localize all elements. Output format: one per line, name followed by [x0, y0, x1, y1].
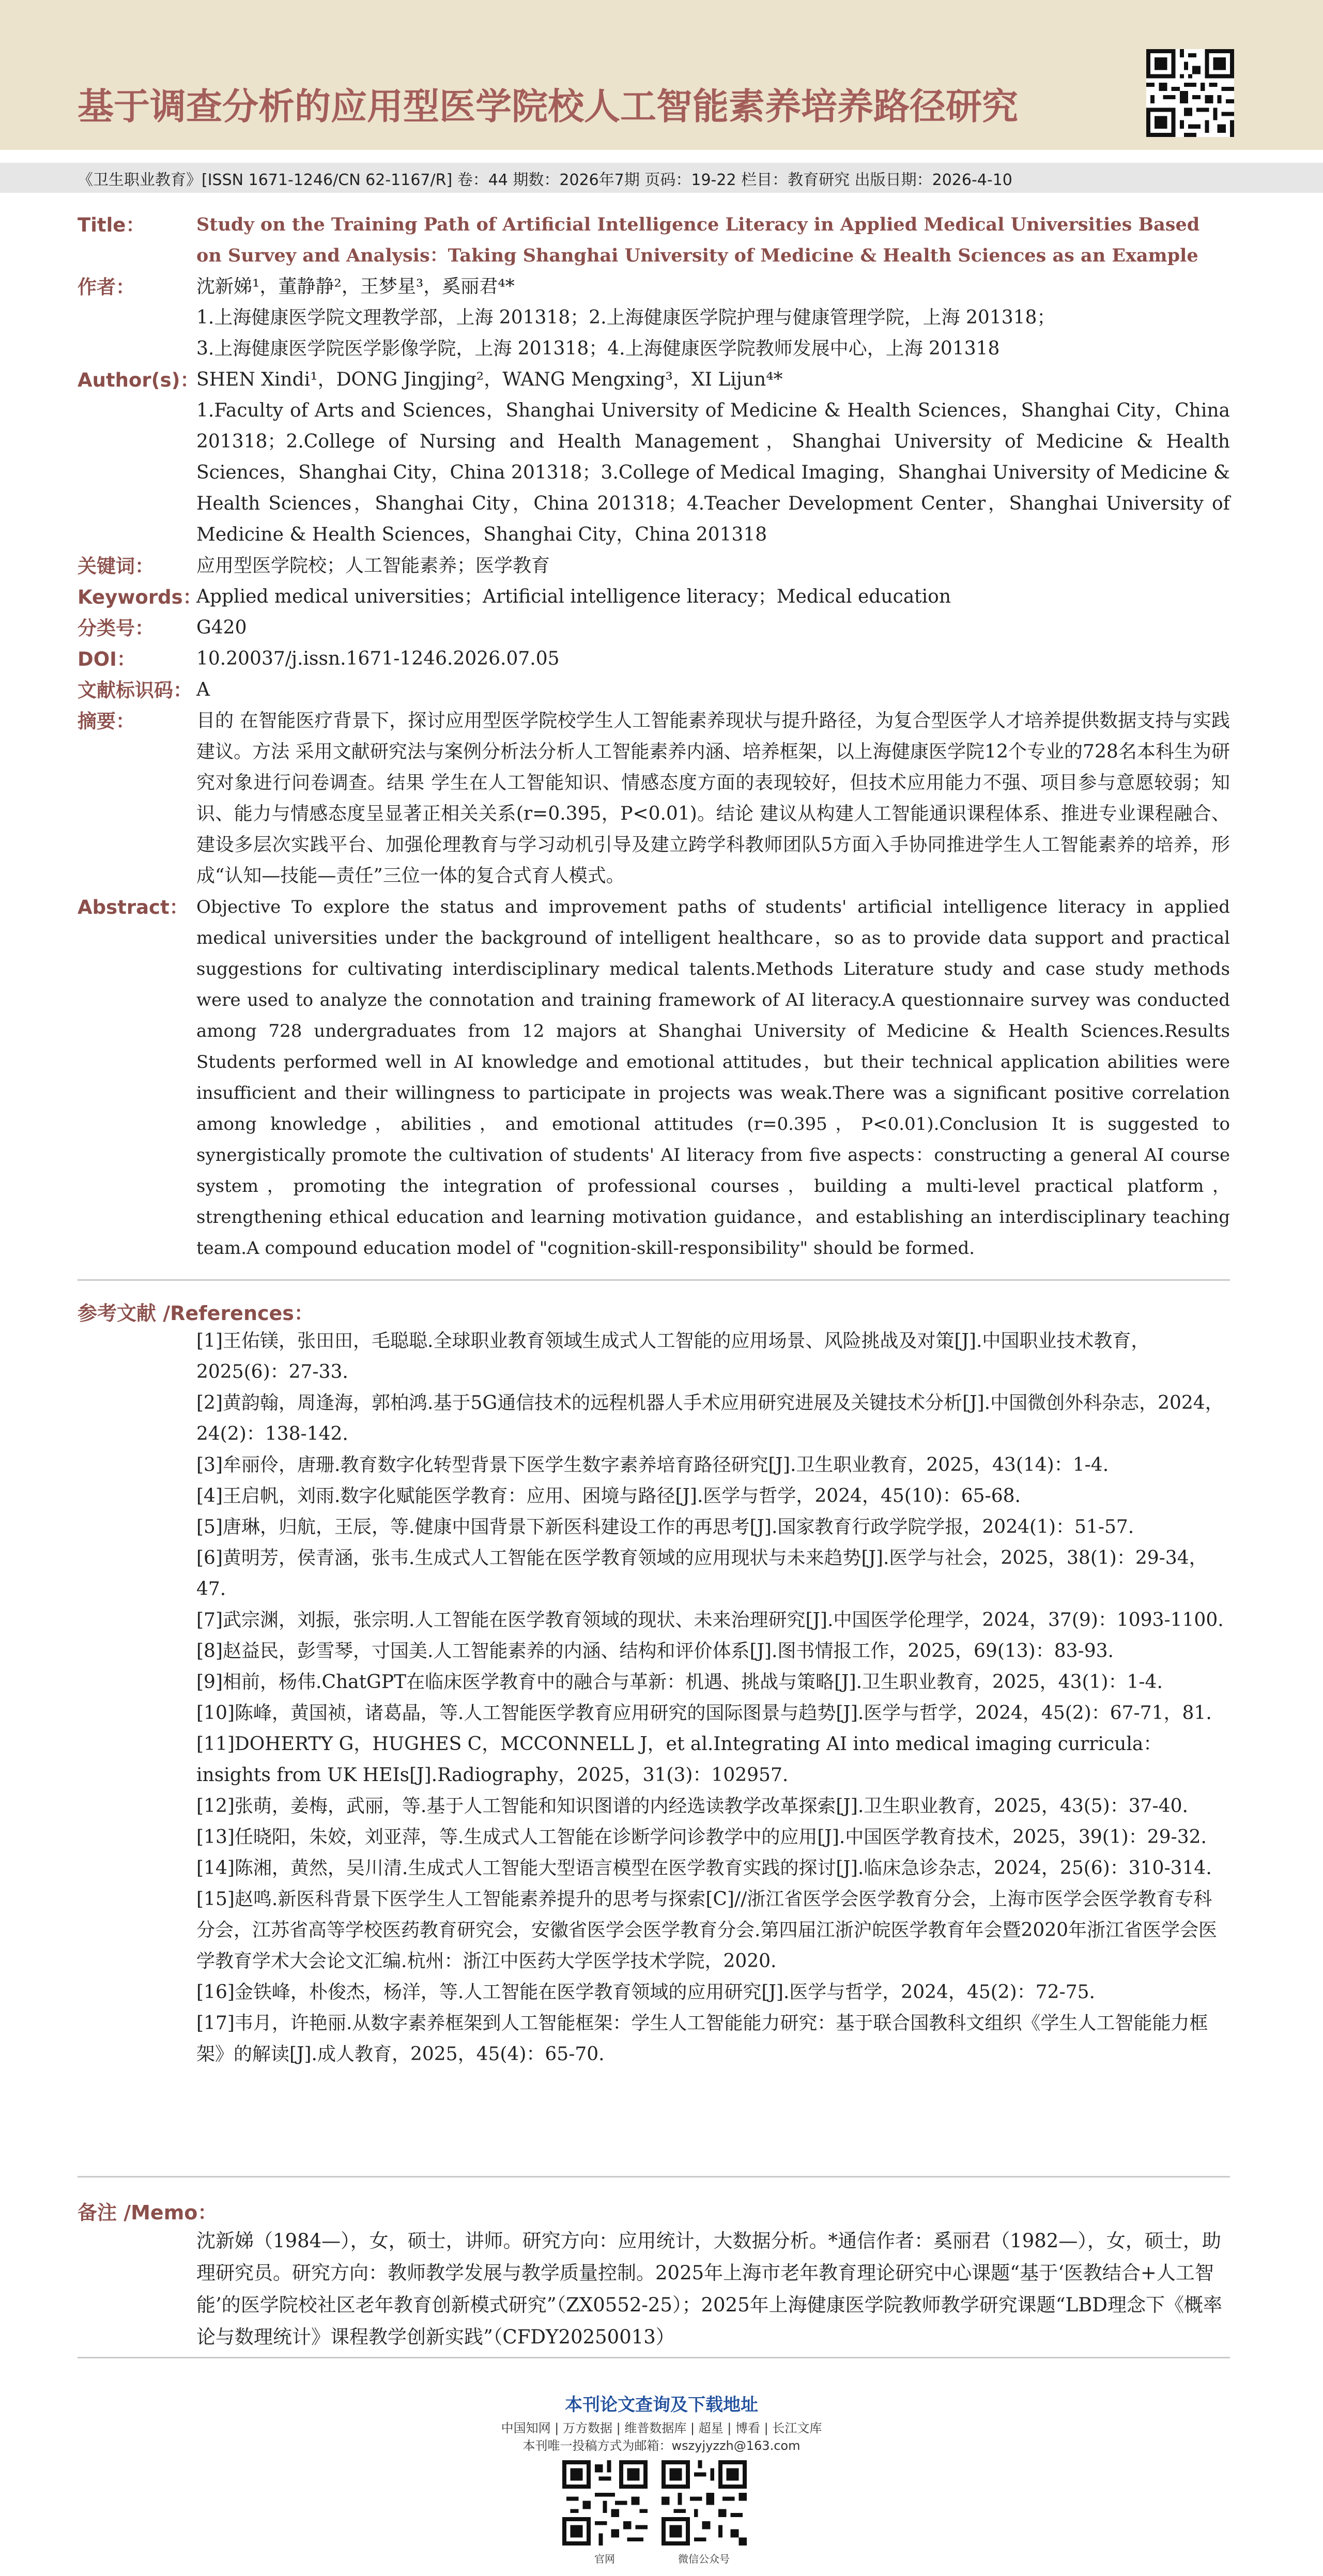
- references-list: [196, 1326, 1230, 2070]
- class-label: 分类号：: [78, 617, 154, 639]
- doi-value[interactable]: 10.20037/j.issn.1671-1246.2026.07.05: [196, 648, 560, 669]
- doi-label: DOI：: [78, 648, 136, 670]
- memo-text: 沈新娣（1984—），女，硕士，讲师。研究方向：应用统计，大数据分析。*通信作者：奚丽君（1982—），女，硕士，助理研究员。研究方向：教师教学发展与教学质量控制。2025年上海市老年教育理论研究中心课题“基于‘医教结合+人工智能’的医学院校社区老年教育创新模式研究”（ZX0552-25）；2025年上海健康医学院教师教学研究课题“LBD理念下《概率论与数理统计》课程教学创新实践”（CFDY20250013）: [196, 2230, 1222, 2348]
- reference-item: [2]黄韵翰，周逢海，郭柏鸿.基于5G通信技术的远程机器人手术应用研究进展及关键技术分析[J].中国微创外科杂志，2024，24(2)：138-142.: [196, 1392, 1224, 1445]
- reference-item: [5]唐琳，归航，王辰，等.健康中国背景下新医科建设工作的再思考[J].国家教育行政学院学报，2024(1)：51-57.: [196, 1516, 1134, 1538]
- reference-item: [1]王佑镁，张田田，毛聪聪.全球职业教育领域生成式人工智能的应用场景、风险挑战及对策[J].中国职业技术教育，2025(6)：27-33.: [196, 1330, 1150, 1383]
- affiliation-cn-2: 3.上海健康医学院医学影像学院，上海 201318；4.上海健康医学院教师发展中心，上海 201318: [196, 338, 1000, 359]
- journal-info-bar: [0, 163, 1323, 193]
- website-qr-caption: 官网: [594, 2553, 615, 2565]
- abstract-en: Objective To explore the status and improvement paths of students' artificial intelligence literacy in applied medical universities under the background of intelligent healthcare，so as to provide data support and practical suggestions for cultivating interdisciplinary medical talents.Methods Literature study and case study methods were used to analyze the connotation and training framework of AI literacy.A questionnaire survey was conducted among 728 undergraduates from 12 majors at Shanghai University of Medicine & Health Sciences.Results Students performed well in AI knowledge and emotional attitudes，but their technical application abilities were insufficient and their willingness to participate in projects was weak.There was a significant positive correlation among knowledge，abilities，and emotional attitudes (r=0.395，P<0.01).Conclusion It is suggested to synergistically promote the cultivation of students' AI literacy from five aspects：constructing a general AI course system，promoting the integration of professional courses，building a multi-level practical platform，strengthening ethical education and learning motivation guidance，and establishing an interdisciplinary teaching team.A compound education model of "cognition-skill-responsibility" should be formed.: [196, 897, 1230, 1259]
- reference-item: [12]张萌，姜梅，武丽，等.基于人工智能和知识图谱的内经选读教学改革探索[J].卫生职业教育，2025，43(5)：37-40.: [196, 1796, 1188, 1817]
- reference-item: [7]武宗渊，刘振，张宗明.人工智能在医学教育领域的现状、未来治理研究[J].中国医学伦理学，2024，37(9)：1093-1100.: [196, 1609, 1224, 1631]
- footer-title: 本刊论文查询及下载地址: [565, 2395, 758, 2415]
- keywords-en: Applied medical universities；Artificial intelligence literacy；Medical education: [196, 586, 951, 607]
- authors-label: 作者：: [78, 276, 135, 298]
- reference-item: [13]任晓阳，朱姣，刘亚萍，等.生成式人工智能在诊断学问诊教学中的应用[J].中国医学教育技术，2025，39(1)：29-32.: [196, 1827, 1207, 1848]
- english-title: Study on the Training Path of Artificial Intelligence Literacy in Applied Medical Universities Based on Survey and Analysis：Taking Shanghai University of Medicine & Health Sciences as an Example: [196, 214, 1200, 266]
- reference-item: [10]陈峰，黄国祯，诸葛晶，等.人工智能医学教育应用研究的国际图景与趋势[J].医学与哲学，2024，45(2)：67-71，81.: [196, 1703, 1212, 1724]
- reference-item: [9]相前，杨伟.ChatGPT在临床医学教育中的融合与革新：机遇、挑战与策略[J].卫生职业教育，2025，43(1)：1-4.: [196, 1672, 1163, 1693]
- divider: [78, 2176, 1230, 2178]
- reference-item: [4]王启帆，刘雨.数字化赋能医学教育：应用、困境与路径[J].医学与哲学，2024，45(10)：65-68.: [196, 1485, 1021, 1507]
- qr-code-icon: [1146, 49, 1234, 137]
- website-qr-code-icon: [562, 2460, 648, 2546]
- reference-item: [3]牟丽伶，唐珊.教育数字化转型背景下医学生数字素养培育路径研究[J].卫生职业教育，2025，43(14)：1-4.: [196, 1454, 1109, 1476]
- abstract-en-label: Abstract：: [78, 896, 189, 918]
- divider: [78, 2357, 1230, 2358]
- authors-content: [196, 271, 1230, 364]
- keywords-cn: 应用型医学院校；人工智能素养；医学教育: [196, 555, 550, 576]
- keywords-cn-label: 关键词：: [78, 555, 154, 577]
- reference-item: [17]韦月，许艳丽.从数字素养框架到人工智能框架：学生人工智能能力研究：基于联合国教科文组织《学生人工智能能力框架》的解读[J].成人教育，2025，45(4)：65-70.: [196, 2013, 1208, 2065]
- docid-value: A: [196, 679, 210, 700]
- reference-item: [11]DOHERTY G，HUGHES C，MCCONNELL J，et al.Integrating AI into medical imaging curricula：insights from UK HEIs[J].Radiography，2025，31(3)：102957.: [196, 1734, 1162, 1786]
- affiliation-cn-1: 1.上海健康医学院文理教学部，上海 201318；2.上海健康医学院护理与健康管理学院，上海 201318；: [196, 307, 1056, 328]
- class-value: G420: [196, 617, 247, 638]
- title-label: Title：: [78, 214, 145, 236]
- divider: [78, 1279, 1230, 1281]
- reference-item: [6]黄明芳，侯青涵，张韦.生成式人工智能在医学教育领域的应用现状与未来趋势[J].医学与社会，2025，38(1)：29-34，47.: [196, 1547, 1208, 1600]
- reference-item: [8]赵益民，彭雪琴，寸国美.人工智能素养的内涵、结构和评价体系[J].图书情报工作，2025，69(13)：83-93.: [196, 1640, 1114, 1662]
- reference-item: [14]陈湘，黄然，吴川清.生成式人工智能大型语言模型在医学教育实践的探讨[J].临床急诊杂志，2024，25(6)：310-314.: [196, 1858, 1212, 1879]
- memo-heading: 备注 /Memo：: [78, 2201, 218, 2224]
- authors-en: SHEN Xindi¹，DONG Jingjing²，WANG Mengxing³，XI Lijun⁴*: [196, 369, 783, 390]
- keywords-en-label: Keywords：: [78, 586, 202, 608]
- abstract-cn: 目的 在智能医疗背景下，探讨应用型医学院校学生人工智能素养现状与提升路径，为复合型医学人才培养提供数据支持与实践建议。方法 采用文献研究法与案例分析法分析人工智能素养内涵、培养框架，以上海健康医学院12个专业的728名本科生为研究对象进行问卷调查。结果 学生在人工智能知识、情感态度方面的表现较好，但技术应用能力不强、项目参与意愿较弱；知识、能力与情感态度呈显著正相关关系(r=0.395，P<0.01)。结论 建议从构建人工智能通识课程体系、推进专业课程融合、建设多层次实践平台、加强伦理教育与学习动机引导及建立跨学科教师团队5方面入手协同推进学生人工智能素养的培养，形成“认知—技能—责任”三位一体的复合式育人模式。: [196, 710, 1230, 886]
- article-title: 基于调查分析的应用型医学院校人工智能素养培养路径研究: [78, 85, 1018, 128]
- authors-en-content: [196, 364, 1230, 550]
- article-header: [0, 0, 1323, 150]
- reference-item: [15]赵鸣.新医科背景下医学生人工智能素养提升的思考与探索[C]//浙江省医学会医学教育分会，上海市医学会医学教育专科分会，江苏省高等学校医药教育研究会，安徽省医学会医学教育分会.第四届江浙沪皖医学教育年会暨2020年浙江省医学会医学教育学术大会论文汇编.杭州：浙江中医药大学医学技术学院，2020.: [196, 1889, 1218, 1972]
- affiliation-en: 1.Faculty of Arts and Sciences，Shanghai University of Medicine & Health Sciences，Shanghai City，China 201318；2.College of Nursing and Health Management，Shanghai University of Medicine & Health Sciences，Shanghai City，China 201318；3.College of Medical Imaging，Shanghai University of Medicine & Health Sciences，Shanghai City，China 201318；4.Teacher Development Center，Shanghai University of Medicine & Health Sciences，Shanghai City，China 201318: [196, 400, 1230, 545]
- abstract-cn-label: 摘要：: [78, 710, 135, 732]
- footer-email[interactable]: 本刊唯一投稿方式为邮箱：wszyjyzzh@163.com: [522, 2439, 801, 2453]
- references-heading: 参考文献 /References：: [78, 1302, 314, 1325]
- reference-item: [16]金铁峰，朴俊杰，杨洋，等.人工智能在医学教育领域的应用研究[J].医学与哲学，2024，45(2)：72-75.: [196, 1982, 1095, 2003]
- footer-database-links[interactable]: 中国知网 | 万方数据 | 维普数据库 | 超星 | 博看 | 长江文库: [501, 2421, 822, 2435]
- authors-en-label: Author(s)：: [78, 369, 199, 391]
- wechat-qr-code-icon: [662, 2460, 747, 2546]
- wechat-qr-caption: 微信公众号: [678, 2553, 730, 2565]
- journal-info-text: 《卫生职业教育》[ISSN 1671-1246/CN 62-1167/R] 卷：44 期数：2026年7期 页码：19-22 栏目：教育研究 出版日期：2026-4-10: [78, 171, 1012, 189]
- authors-cn: 沈新娣¹，董静静²，王梦星³，奚丽君⁴*: [196, 276, 515, 297]
- docid-label: 文献标识码：: [78, 679, 192, 701]
